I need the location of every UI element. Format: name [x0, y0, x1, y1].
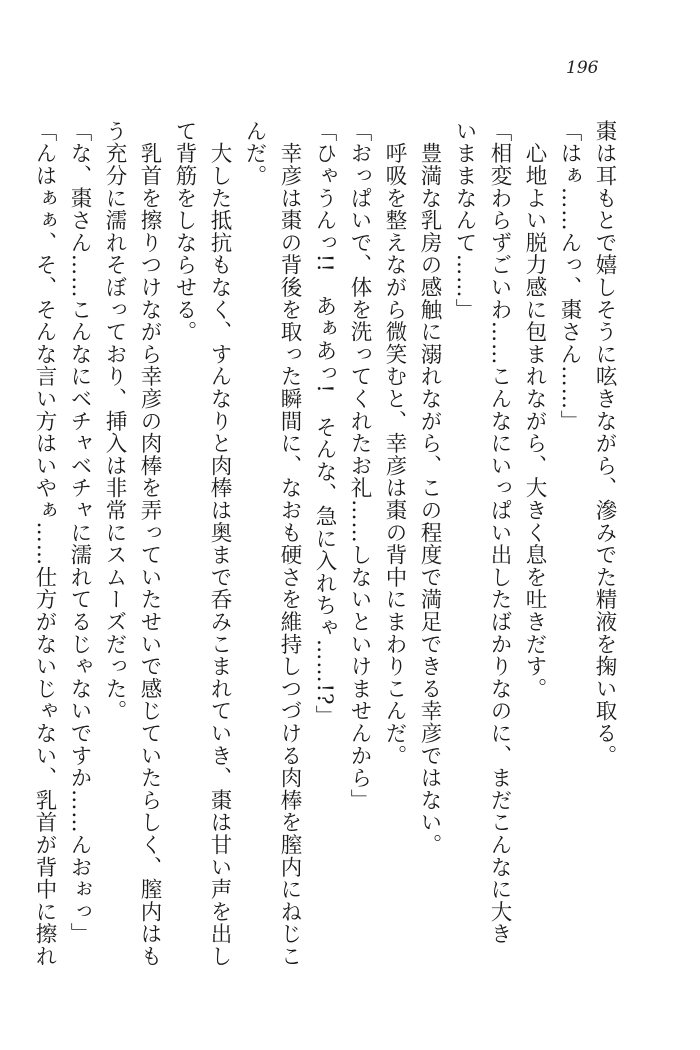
text-line: て背筋をしならせる。	[172, 120, 197, 343]
text-line: 棗は耳もとで嬉しそうに呟きながら、滲みでた精液を掬い取る。	[592, 120, 617, 767]
text-line: 「おっぱいで、体を洗ってくれたお礼……しないといけませんから」	[347, 120, 372, 812]
text-line: 幸彦は棗の背後を取った瞬間に、なおも硬さを維持しつづける肉棒を膣内にねじこ	[277, 120, 302, 968]
text-line: 「相変わらずごいわ……こんなにいっぱい出したばかりなのに、まだこんなに大き	[487, 120, 512, 946]
text-line: いままなんて……」	[452, 120, 477, 321]
text-line: 大した抵抗もなく、すんなりと肉棒は奥まで呑みこまれていき、棗は甘い声を出し	[207, 120, 232, 968]
text-line: んだ。	[242, 120, 267, 187]
vertical-text-body	[32, 120, 622, 1000]
text-line: 心地よい脱力感に包まれながら、大きく息を吐きだす。	[522, 120, 547, 700]
text-line: う充分に濡れそぼっており、挿入は非常にスムーズだった。	[102, 120, 127, 723]
text-line: 「ひゃうんっ!! あぁあっ! そんな、急に入れちゃ……!?」	[312, 120, 337, 728]
page-number: 196	[566, 58, 599, 78]
text-line: 豊満な乳房の感触に溺れながら、この程度で満足できる幸彦ではない。	[417, 120, 442, 856]
text-line: 呼吸を整えながら微笑むと、幸彦は棗の背中にまわりこんだ。	[382, 120, 407, 767]
text-line: 「んはぁぁ、そ、そんな言い方はいやぁ……仕方がないじゃない、乳首が背中に擦れ	[32, 120, 57, 968]
text-line: 乳首を擦りつけながら幸彦の肉棒を弄っていたせいで感じていたらしく、膣内はも	[137, 120, 162, 968]
text-line: 「はぁ……んっ、棗さん……」	[557, 120, 582, 433]
text-line: 「な、棗さん……こんなにベチャベチャに濡れてるじゃないですか……んおぉっ」	[67, 120, 92, 946]
